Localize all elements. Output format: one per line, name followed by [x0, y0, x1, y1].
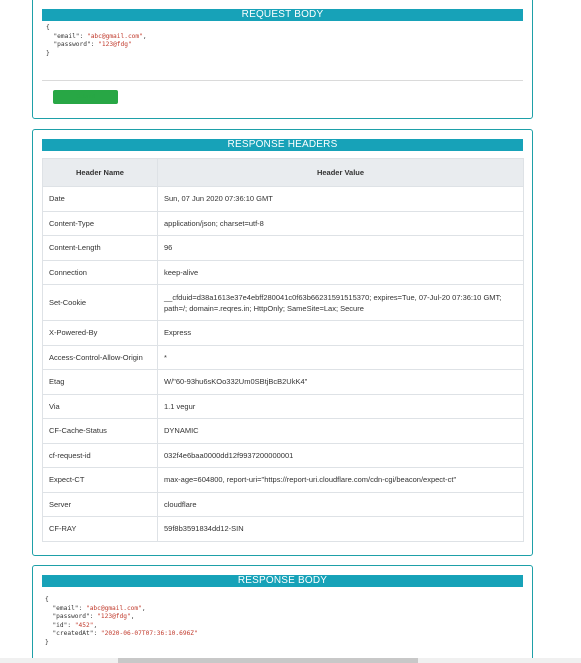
- json-key: "password": [52, 613, 90, 620]
- table-row: [43, 285, 524, 321]
- table-row: [43, 236, 524, 261]
- divider: [42, 80, 523, 81]
- header-name-cell: Set-Cookie: [43, 285, 158, 321]
- column-header-value: Header Value: [158, 159, 524, 187]
- json-key: "email": [52, 604, 79, 612]
- scrollbar-thumb[interactable]: [118, 658, 418, 663]
- json-brace: {: [45, 596, 49, 603]
- header-value-cell: application/json; charset=utf-8: [158, 211, 524, 236]
- header-value-cell: DYNAMIC: [158, 419, 524, 444]
- header-name-cell: Via: [43, 394, 158, 419]
- json-line: "email": "abc@gmail.com",: [53, 32, 147, 40]
- table-row: [43, 419, 524, 444]
- header-value-cell: max-age=604800, report-uri="https://report-uri.cloudflare.com/cdn-cgi/beacon/expect-ct": [158, 468, 524, 493]
- json-line: "password": "123@fdg": [53, 41, 132, 48]
- json-brace: {: [46, 24, 50, 31]
- json-key: "password": [53, 41, 91, 48]
- header-name-cell: cf-request-id: [43, 443, 158, 468]
- horizontal-scrollbar[interactable]: [0, 658, 581, 663]
- header-value-cell: 032f4e6baa0000dd12f9937200000001: [158, 443, 524, 468]
- table-row: [43, 345, 524, 370]
- json-value: "123@fdg": [97, 613, 131, 620]
- table-row: [43, 468, 524, 493]
- header-value-cell: keep-alive: [158, 260, 524, 285]
- request-body-title: REQUEST BODY: [42, 9, 523, 21]
- table-row: [43, 517, 524, 542]
- header-value-cell: Express: [158, 321, 524, 346]
- json-line: "createdAt": "2020-06-07T07:36:10.696Z": [52, 630, 198, 637]
- response-headers-title: RESPONSE HEADERS: [42, 139, 523, 151]
- header-name-cell: Etag: [43, 370, 158, 395]
- submit-button[interactable]: Submit: [53, 90, 118, 104]
- json-punct: ,: [142, 32, 147, 40]
- request-body-json: [46, 24, 147, 58]
- header-name-cell: Connection: [43, 260, 158, 285]
- json-punct: ,: [141, 604, 146, 612]
- response-body-title: RESPONSE BODY: [42, 575, 523, 587]
- json-value: "abc@gmail.com": [86, 32, 143, 40]
- header-value-cell: 59f8b3591834dd12-SIN: [158, 517, 524, 542]
- header-name-cell: CF-RAY: [43, 517, 158, 542]
- header-name-cell: X-Powered-By: [43, 321, 158, 346]
- json-value: "2020-06-07T07:36:10.696Z": [100, 630, 198, 637]
- header-value-cell: cloudflare: [158, 492, 524, 517]
- json-key: "email": [53, 32, 80, 40]
- header-value-cell: 96: [158, 236, 524, 261]
- response-body-json: [45, 596, 198, 647]
- table-row: [43, 370, 524, 395]
- header-name-cell: Access-Control-Allow-Origin: [43, 345, 158, 370]
- header-name-cell: Date: [43, 187, 158, 212]
- response-headers-table: [42, 158, 524, 542]
- table-row: [43, 260, 524, 285]
- header-value-cell: Sun, 07 Jun 2020 07:36:10 GMT: [158, 187, 524, 212]
- header-name-cell: CF-Cache-Status: [43, 419, 158, 444]
- json-key: "createdAt": [52, 630, 94, 637]
- table-row: [43, 321, 524, 346]
- header-name-cell: Content-Length: [43, 236, 158, 261]
- json-value: "abc@gmail.com": [85, 604, 142, 612]
- json-value: "452": [74, 621, 94, 629]
- json-line: [45, 639, 198, 648]
- table-row: [43, 187, 524, 212]
- response-headers-panel: [32, 129, 533, 556]
- json-value: "123@fdg": [98, 41, 132, 48]
- json-line: "id": "452",: [52, 621, 98, 629]
- json-punct: ,: [130, 613, 135, 620]
- json-line: [46, 50, 147, 59]
- header-value-cell: *: [158, 345, 524, 370]
- header-value-cell: __cfduid=d38a1613e37e4ebff280041c0f63b66231591515370; expires=Tue, 07-Jul-20 07:36:10 GMT; path=/; domain=.reqres.in; HttpOnly; SameSite=Lax; Secure: [158, 285, 524, 321]
- header-value-cell: W/"60-93hu6sKOo332Um0SBtjBcB2UkK4": [158, 370, 524, 395]
- header-name-cell: Content-Type: [43, 211, 158, 236]
- column-header-name: Header Name: [43, 159, 158, 187]
- table-row: [43, 211, 524, 236]
- table-row: [43, 443, 524, 468]
- header-name-cell: Server: [43, 492, 158, 517]
- table-row: [43, 394, 524, 419]
- request-body-panel: [32, 0, 533, 119]
- table-row: [43, 492, 524, 517]
- json-line: [46, 24, 147, 33]
- response-body-panel: [32, 565, 533, 663]
- header-name-cell: Expect-CT: [43, 468, 158, 493]
- json-key: "id": [52, 621, 68, 629]
- json-line: "email": "abc@gmail.com",: [52, 604, 146, 612]
- header-value-cell: 1.1 vegur: [158, 394, 524, 419]
- json-line: [45, 596, 198, 605]
- json-brace: }: [45, 638, 49, 646]
- json-punct: ,: [93, 621, 98, 629]
- json-brace: }: [46, 49, 50, 57]
- json-line: "password": "123@fdg",: [52, 613, 135, 620]
